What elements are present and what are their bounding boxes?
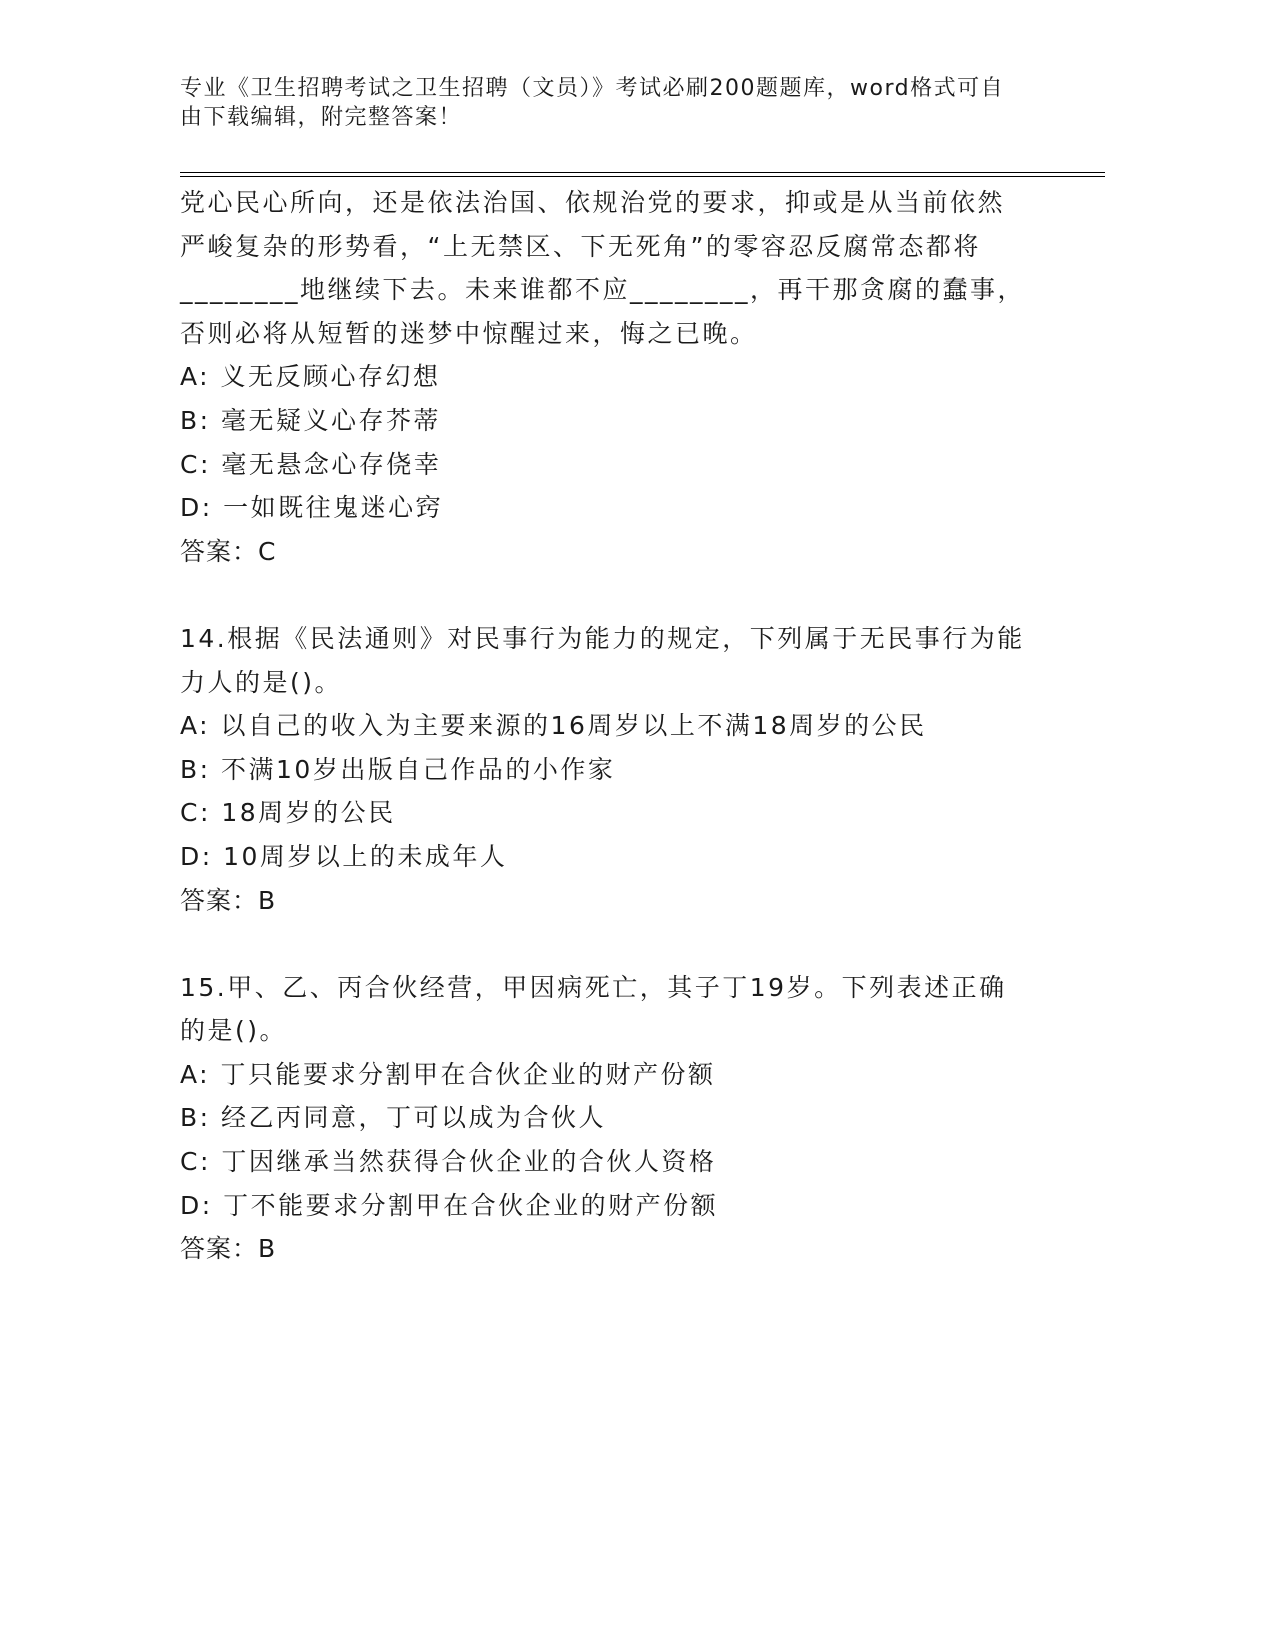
question-14 [180, 617, 1040, 922]
question-stem-line: ________地继续下去。未来谁都不应________，再干那贪腐的蠢事， [180, 275, 1026, 305]
header-divider-top [180, 172, 1105, 173]
question-13 [180, 181, 1040, 573]
question-stem-line: 力人的是()。 [180, 667, 343, 697]
answer-line: 答案：B [180, 885, 277, 915]
option-d: D: 丁不能要求分割甲在合伙企业的财产份额 [180, 1190, 719, 1220]
option-a: A: 丁只能要求分割甲在合伙企业的财产份额 [180, 1059, 716, 1089]
question-15 [180, 966, 1040, 1271]
question-stem-line: 15.甲、乙、丙合伙经营，甲因病死亡，其子丁19岁。下列表述正确 [180, 972, 1007, 1002]
header-line-1: 专业《卫生招聘考试之卫生招聘（文员）》考试必刷200题题库，word格式可自 [180, 76, 1005, 101]
option-c: C: 丁因继承当然获得合伙企业的合伙人资格 [180, 1147, 717, 1177]
option-b: B: 不满10岁出版自己作品的小作家 [180, 754, 616, 784]
document-body [180, 181, 1040, 1271]
document-header [180, 74, 1040, 132]
option-a: A: 义无反顾心存幻想 [180, 362, 441, 392]
option-a: A: 以自己的收入为主要来源的16周岁以上不满18周岁的公民 [180, 711, 927, 741]
question-stem-line: 14.根据《民法通则》对民事行为能力的规定，下列属于无民事行为能 [180, 623, 1025, 653]
option-d: D: 一如既往鬼迷心窍 [180, 493, 444, 523]
answer-line: 答案：B [180, 1234, 277, 1264]
header-line-2: 由下载编辑，附完整答案！ [180, 105, 463, 130]
question-spacer [180, 573, 1040, 617]
option-d: D: 10周岁以上的未成年人 [180, 841, 508, 871]
question-stem-line: 的是()。 [180, 1016, 288, 1046]
option-b: B: 经乙丙同意，丁可以成为合伙人 [180, 1103, 607, 1133]
option-c: C: 18周岁的公民 [180, 798, 396, 828]
question-stem-line: 否则必将从短暂的迷梦中惊醒过来，悔之已晚。 [180, 318, 758, 348]
option-c: C: 毫无悬念心存侥幸 [180, 449, 442, 479]
question-stem-line: 严峻复杂的形势看，“上无禁区、下无死角”的零容忍反腐常态都将 [180, 231, 981, 261]
answer-line: 答案：C [180, 536, 277, 566]
option-b: B: 毫无疑义心存芥蒂 [180, 405, 442, 435]
question-spacer [180, 922, 1040, 966]
question-stem-line: 党心民心所向，还是依法治国、依规治党的要求，抑或是从当前依然 [180, 188, 1006, 217]
header-divider-bottom [180, 176, 1105, 177]
